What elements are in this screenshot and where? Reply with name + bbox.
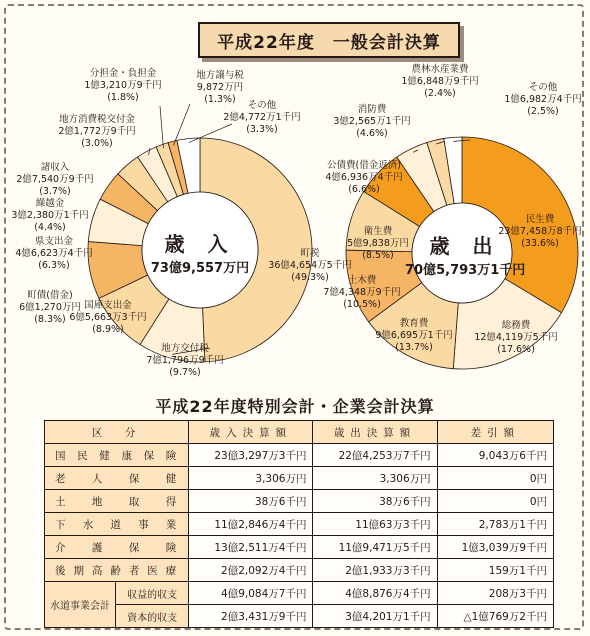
revenue-label-name: 県支出金 — [34, 236, 73, 247]
revenue-label-5 — [2, 198, 98, 234]
expenditure-label-pct-label: (2.5%) — [527, 106, 559, 117]
row-revenue: 2億3,431万9千円 — [189, 605, 313, 628]
revenue-label-value: 2億7,540万9千円 — [16, 174, 94, 185]
revenue-label-value: 2億1,772万9千円 — [58, 126, 136, 137]
row-revenue: 2億2,092万4千円 — [189, 559, 313, 582]
revenue-total: 73億9,557万円 — [150, 261, 250, 276]
page-title-text: 平成22年度 一般会計決算 — [217, 32, 441, 53]
revenue-label-10 — [214, 100, 310, 136]
header-category: 区 分 — [45, 421, 189, 444]
expenditure-label-value: 4億6,936万4千円 — [325, 172, 403, 183]
expenditure-label-7 — [392, 64, 488, 100]
row-difference: △1億769万2千円 — [437, 605, 553, 628]
revenue-label-8 — [75, 68, 171, 104]
expenditure-label-pct-label: (8.5%) — [362, 250, 394, 261]
revenue-label-4 — [6, 236, 102, 272]
expenditure-label-value: 1億6,982万4千円 — [504, 94, 582, 105]
expenditure-label-value: 23億7,458万8千円 — [498, 226, 582, 237]
revenue-label-name: 町債(借金) — [27, 290, 73, 301]
expenditure-label-4 — [330, 226, 426, 262]
table-row — [45, 582, 554, 605]
expenditure-label-pct-label: (4.6%) — [356, 128, 388, 139]
special-accounts-title: 平成22年度特別会計・企業会計決算 — [155, 397, 435, 416]
expenditure-label-name: 民生費 — [525, 214, 555, 225]
revenue-label-value: 36億4,654万5千円 — [268, 260, 352, 271]
table-row — [45, 559, 554, 582]
expenditure-label-name: その他 — [528, 82, 558, 93]
expenditure-label-6 — [324, 104, 420, 140]
row-name: 国民健康保険 — [45, 444, 189, 467]
expenditure-label-pct-label: (2.4%) — [424, 88, 456, 99]
expenditure-label-name: 総務費 — [501, 320, 531, 331]
expenditure-center-label: 歳 出 — [429, 234, 501, 258]
row-expenditure: 11億63万3千円 — [313, 513, 437, 536]
revenue-label-name: 繰越金 — [35, 198, 65, 209]
row-difference: 0円 — [437, 467, 553, 490]
expenditure-label-pct-label: (13.7%) — [395, 342, 433, 353]
revenue-label-pct-label: (9.7%) — [169, 367, 201, 378]
special-accounts-table — [44, 420, 554, 628]
row-revenue: 23億3,297万3千円 — [189, 444, 313, 467]
revenue-label-name: 町税 — [300, 248, 320, 259]
expenditure-label-name: 土木費 — [347, 275, 377, 286]
revenue-label-value: 6億1,270万円 — [19, 302, 81, 313]
revenue-label-1 — [137, 343, 233, 379]
revenue-label-pct-label: (4.4%) — [34, 222, 66, 233]
revenue-label-pct-label: (1.8%) — [107, 92, 139, 103]
row-difference: 159万1千円 — [437, 559, 553, 582]
expenditure-total: 70億5,793万1千円 — [405, 263, 526, 278]
header-revenue: 歳入決算額 — [189, 421, 313, 444]
row-name: 土地取得 — [45, 490, 189, 513]
revenue-label-value: 9,872万円 — [196, 82, 244, 93]
revenue-label-pct-label: (3.7%) — [39, 186, 71, 197]
expenditure-label-name: 農林水産業費 — [411, 64, 469, 75]
row-name: 後期高齢者医療 — [45, 559, 189, 582]
expenditure-label-5 — [316, 160, 412, 196]
expenditure-label-pct-label: (6.6%) — [348, 184, 380, 195]
revenue-label-pct-label: (49.3%) — [291, 272, 329, 283]
row-name: 老人保健 — [45, 467, 189, 490]
expenditure-label-value: 3億2,565万1千円 — [333, 116, 411, 127]
expenditure-label-name: 公債費(借金返済) — [327, 160, 401, 171]
revenue-label-name: 地方譲与税 — [196, 70, 244, 81]
row-revenue: 4億9,084万7千円 — [189, 582, 313, 605]
expenditure-label-name: 消防費 — [357, 104, 387, 115]
table-row — [45, 467, 554, 490]
row-difference: 208万3千円 — [437, 582, 553, 605]
table-row — [45, 513, 554, 536]
row-expenditure: 11億9,471万5千円 — [313, 536, 437, 559]
expenditure-label-pct-label: (33.6%) — [521, 238, 559, 249]
revenue-label-value: 1億3,210万9千円 — [84, 80, 162, 91]
row-difference: 0円 — [437, 490, 553, 513]
table-row — [45, 605, 554, 628]
table-row — [45, 536, 554, 559]
row-expenditure: 22億4,253万7千円 — [313, 444, 437, 467]
header-expenditure: 歳出決算額 — [313, 421, 437, 444]
revenue-center — [135, 228, 265, 276]
revenue-label-pct-label: (3.3%) — [246, 124, 278, 135]
table-row — [45, 490, 554, 513]
revenue-label-name: 国庫支出金 — [84, 300, 132, 311]
expenditure-label-name: 教育費 — [399, 318, 429, 329]
row-name: 資本的収支 — [116, 605, 189, 628]
revenue-label-name: 地方消費税交付金 — [58, 114, 135, 125]
row-name: 下水道事業 — [45, 513, 189, 536]
revenue-leader-8 — [160, 106, 163, 148]
revenue-label-name: 地方交付税 — [161, 343, 209, 354]
expenditure-label-value: 1億6,848万9千円 — [401, 76, 479, 87]
row-revenue: 11億2,846万4千円 — [189, 513, 313, 536]
revenue-label-value: 7億1,796万9千円 — [146, 355, 224, 366]
revenue-label-7 — [49, 114, 145, 150]
water-group-name: 水道事業会計 — [45, 582, 116, 628]
row-difference: 1億3,039万9千円 — [437, 536, 553, 559]
expenditure-label-value: 5億9,838万円 — [347, 238, 409, 249]
expenditure-label-8 — [495, 82, 590, 118]
expenditure-label-value: 12億4,119万5千円 — [474, 332, 558, 343]
row-expenditure: 3,306万円 — [313, 467, 437, 490]
row-expenditure: 3億4,201万1千円 — [313, 605, 437, 628]
revenue-center-label: 歳 入 — [164, 232, 236, 256]
revenue-label-value: 6億5,663万3千円 — [69, 312, 147, 323]
table-row — [45, 444, 554, 467]
expenditure-label-name: 衛生費 — [363, 226, 393, 237]
revenue-label-name: 諸収入 — [40, 162, 70, 173]
row-difference: 9,043万6千円 — [437, 444, 553, 467]
revenue-label-value: 2億4,772万1千円 — [223, 112, 301, 123]
table-header-row — [45, 421, 554, 444]
expenditure-label-2 — [366, 318, 462, 354]
expenditure-label-1 — [468, 320, 564, 356]
header-difference: 差引額 — [437, 421, 553, 444]
revenue-label-value: 3億2,380万1千円 — [11, 210, 89, 221]
row-revenue: 13億2,511万4千円 — [189, 536, 313, 559]
expenditure-label-value: 7億4,348万9千円 — [323, 287, 401, 298]
expenditure-label-pct-label: (17.6%) — [497, 344, 535, 355]
expenditure-label-3 — [314, 275, 410, 311]
row-difference: 2,783万1千円 — [437, 513, 553, 536]
revenue-label-pct-label: (8.3%) — [34, 314, 66, 325]
revenue-label-3 — [2, 290, 98, 326]
row-expenditure: 2億1,933万3千円 — [313, 559, 437, 582]
expenditure-label-0 — [492, 214, 588, 250]
expenditure-label-pct-label: (10.5%) — [343, 299, 381, 310]
revenue-label-name: その他 — [247, 100, 277, 111]
revenue-label-pct-label: (1.3%) — [204, 94, 236, 105]
revenue-label-6 — [7, 162, 103, 198]
row-expenditure: 4億8,876万4千円 — [313, 582, 437, 605]
revenue-label-pct-label: (6.3%) — [38, 260, 70, 271]
row-name: 収益的収支 — [116, 582, 189, 605]
row-revenue: 38万6千円 — [189, 490, 313, 513]
row-expenditure: 38万6千円 — [313, 490, 437, 513]
row-revenue: 3,306万円 — [189, 467, 313, 490]
revenue-label-value: 4億6,623万4千円 — [15, 248, 93, 259]
row-name: 介護保険 — [45, 536, 189, 559]
expenditure-label-value: 9億6,695万1千円 — [375, 330, 453, 341]
revenue-label-pct-label: (3.0%) — [81, 138, 113, 149]
revenue-label-name: 分担金・負担金 — [89, 68, 157, 79]
revenue-label-pct-label: (8.9%) — [92, 324, 124, 335]
